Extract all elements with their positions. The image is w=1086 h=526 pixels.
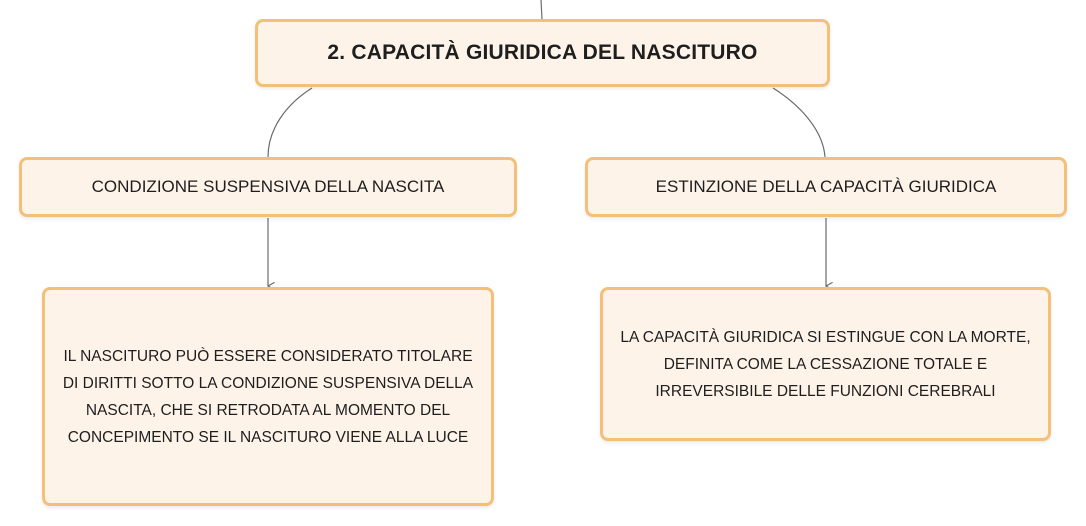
detail-node-condizione-suspensiva[interactable] xyxy=(42,287,494,506)
branch-node-estinzione[interactable] xyxy=(585,157,1067,217)
detail-text-condizione-suspensiva: IL NASCITURO PUÒ ESSERE CONSIDERATO TITOLARE DI DIRITTI SOTTO LA CONDIZIONE SUSPENSIVA DELLA NASCITA, CHE SI RETRODATA AL MOMENTO DEL CONCEPIMENTO SE IL NASCITURO VIENE ALLA LUCE xyxy=(62,347,474,446)
root-topic-node[interactable] xyxy=(255,19,830,87)
detail-node-estinzione[interactable] xyxy=(600,287,1051,441)
connector-root-to-right-branch xyxy=(773,88,825,157)
connector-root-to-left-branch xyxy=(268,88,312,157)
branch-label-estinzione: ESTINZIONE DELLA CAPACITÀ GIURIDICA xyxy=(655,177,997,196)
root-topic-label: 2. CAPACITÀ GIURIDICA DEL NASCITURO xyxy=(327,41,758,64)
branch-node-condizione-suspensiva[interactable] xyxy=(19,157,517,217)
connector-parent-to-root xyxy=(541,0,542,19)
branch-label-condizione-suspensiva: CONDIZIONE SUSPENSIVA DELLA NASCITA xyxy=(91,177,445,196)
detail-text-estinzione: LA CAPACITÀ GIURIDICA SI ESTINGUE CON LA MORTE, DEFINITA COME LA CESSAZIONE TOTALE E IRREVERSIBILE DELLE FUNZIONI CEREBRALI xyxy=(620,328,1031,400)
